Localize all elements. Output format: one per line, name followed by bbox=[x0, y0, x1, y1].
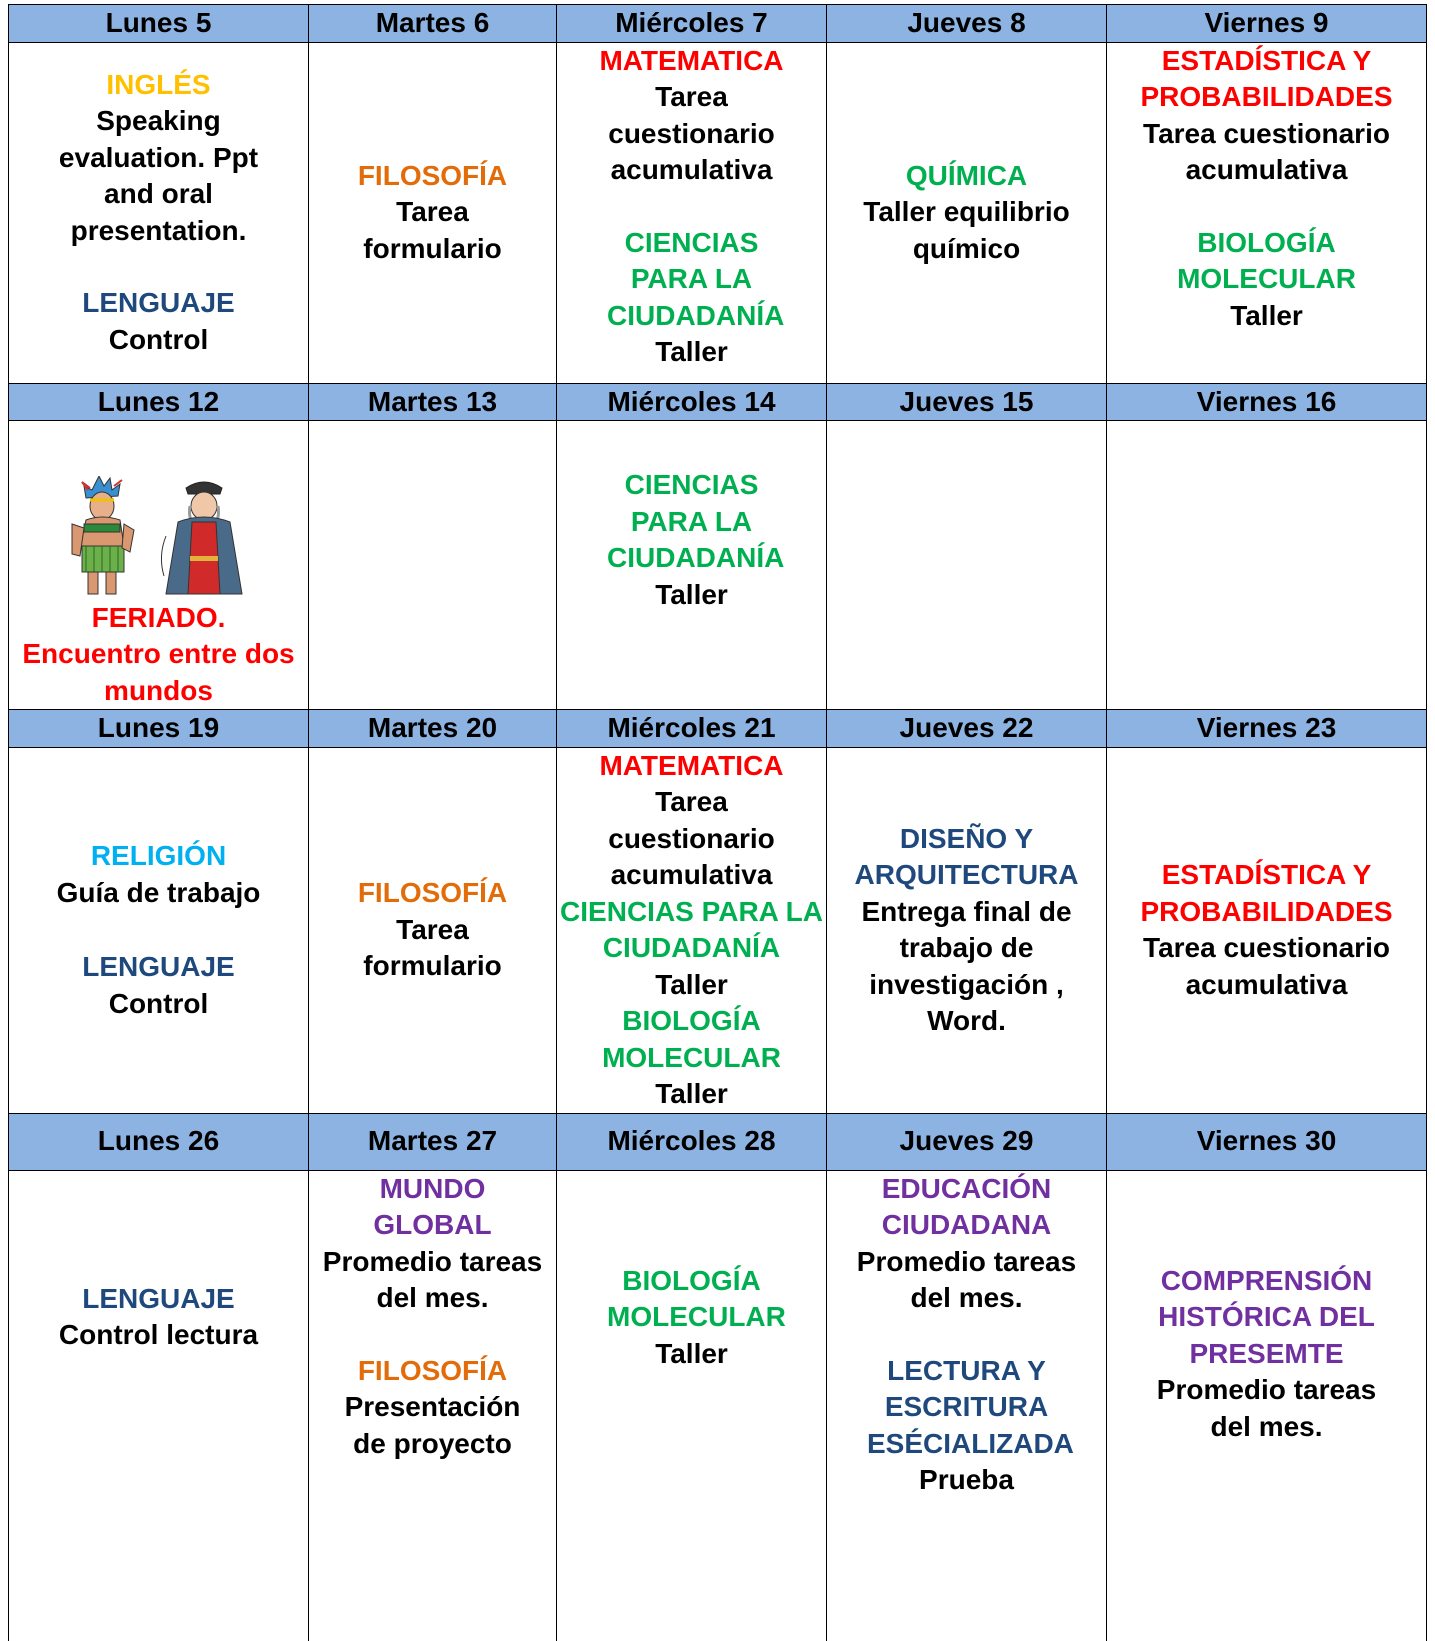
task-description: Prueba bbox=[919, 1464, 1014, 1495]
task-description: Tarea cuestionario acumulativa bbox=[1143, 932, 1390, 1000]
day-cell bbox=[1107, 42, 1427, 383]
task-description: Taller bbox=[655, 578, 728, 610]
subject-label: CIENCIAS PARA LA CIUDADANÍA bbox=[560, 895, 823, 963]
day-header: Miércoles 7 bbox=[557, 5, 827, 43]
task-description: Taller bbox=[655, 1078, 728, 1109]
subject-label: FILOSOFÍA bbox=[357, 877, 508, 909]
subject-label: RELIGIÓN bbox=[90, 840, 227, 871]
subject-label: BIOLOGÍA MOLECULAR bbox=[602, 1005, 781, 1073]
day-header: Martes 20 bbox=[309, 710, 557, 748]
day-cell bbox=[827, 747, 1107, 1113]
day-cell bbox=[9, 747, 309, 1113]
task-description: Guía de trabajo bbox=[56, 876, 261, 908]
subject-label: MATEMATICA bbox=[599, 44, 784, 76]
day-header: Lunes 5 bbox=[9, 5, 309, 43]
day-header: Martes 13 bbox=[309, 383, 557, 421]
subject-label: LENGUAJE bbox=[82, 287, 235, 319]
day-header: Lunes 12 bbox=[9, 383, 309, 421]
task-description: Promedio tareas del mes. bbox=[856, 1245, 1077, 1313]
day-header: Viernes 23 bbox=[1107, 710, 1427, 748]
task-description: Taller bbox=[655, 968, 728, 1000]
day-cell bbox=[9, 1170, 309, 1641]
day-header: Viernes 16 bbox=[1107, 383, 1427, 421]
monthly-calendar bbox=[8, 4, 1427, 1641]
week-4-header-row bbox=[9, 1113, 1427, 1170]
holiday-label: FERIADO. bbox=[91, 601, 226, 633]
day-header: Jueves 22 bbox=[827, 710, 1107, 748]
subject-label: LENGUAJE bbox=[82, 951, 235, 982]
subject-label: MUNDO GLOBAL bbox=[373, 1172, 492, 1240]
holiday-description: Encuentro entre dos mundos bbox=[22, 638, 295, 706]
day-header: Miércoles 14 bbox=[557, 383, 827, 421]
day-header: Martes 6 bbox=[309, 5, 557, 43]
day-cell bbox=[557, 1170, 827, 1641]
day-cell bbox=[9, 421, 309, 710]
holiday-illustration-icon bbox=[64, 476, 254, 596]
task-description: Control lectura bbox=[58, 1319, 259, 1350]
task-description: Control bbox=[108, 987, 209, 1019]
subject-label: BIOLOGÍA MOLECULAR bbox=[1177, 226, 1356, 294]
task-description: Taller equilibrio químico bbox=[863, 196, 1070, 264]
subject-label: LECTURA Y ESCRITURA ESÉCIALIZADA bbox=[867, 1354, 1074, 1459]
day-cell bbox=[1107, 421, 1427, 710]
day-header: Martes 27 bbox=[309, 1113, 557, 1170]
task-description: Taller bbox=[1230, 299, 1303, 331]
week-2-header-row bbox=[9, 383, 1427, 421]
subject-label: FILOSOFÍA bbox=[357, 159, 508, 191]
task-description: Taller bbox=[655, 1337, 728, 1369]
task-description: Tarea cuestionario acumulativa bbox=[608, 786, 775, 890]
day-header: Jueves 8 bbox=[827, 5, 1107, 43]
day-cell bbox=[827, 421, 1107, 710]
task-description: Tarea cuestionario acumulativa bbox=[608, 81, 775, 185]
task-description: Control bbox=[108, 323, 209, 355]
subject-label: ESTADÍSTICA Y PROBABILIDADES bbox=[1140, 859, 1393, 927]
day-cell bbox=[827, 42, 1107, 383]
day-header: Jueves 29 bbox=[827, 1113, 1107, 1170]
subject-label: BIOLOGÍA MOLECULAR bbox=[607, 1264, 786, 1332]
day-cell bbox=[1107, 1170, 1427, 1641]
day-cell bbox=[557, 421, 827, 710]
subject-label: MATEMATICA bbox=[599, 749, 784, 781]
day-cell bbox=[309, 1170, 557, 1641]
day-cell bbox=[9, 42, 309, 383]
day-cell bbox=[309, 421, 557, 710]
day-header: Miércoles 28 bbox=[557, 1113, 827, 1170]
task-description: Tarea formulario bbox=[363, 196, 502, 264]
task-description: Taller bbox=[655, 336, 728, 367]
day-header: Viernes 9 bbox=[1107, 5, 1427, 43]
task-description: Tarea formulario bbox=[363, 913, 502, 982]
subject-label: LENGUAJE bbox=[82, 1282, 235, 1314]
week-2-row bbox=[9, 421, 1427, 710]
task-description: Promedio tareas del mes. bbox=[322, 1245, 543, 1313]
day-cell bbox=[309, 42, 557, 383]
day-header: Viernes 30 bbox=[1107, 1113, 1427, 1170]
task-description: Promedio tareas del mes. bbox=[1156, 1374, 1377, 1442]
day-header: Jueves 15 bbox=[827, 383, 1107, 421]
week-3-header-row bbox=[9, 710, 1427, 748]
week-4-row bbox=[9, 1170, 1427, 1641]
subject-label: COMPRENSIÓN HISTÓRICA DEL PRESEMTE bbox=[1158, 1264, 1375, 1369]
subject-label: EDUCACIÓN CIUDADANA bbox=[881, 1172, 1052, 1240]
day-header: Miércoles 21 bbox=[557, 710, 827, 748]
day-cell bbox=[557, 42, 827, 383]
week-1-row bbox=[9, 42, 1427, 383]
task-description: Entrega final de trabajo de investigación , Word. bbox=[861, 895, 1072, 1036]
subject-label: QUÍMICA bbox=[905, 159, 1028, 191]
day-header: Lunes 26 bbox=[9, 1113, 309, 1170]
day-cell bbox=[557, 747, 827, 1113]
day-cell bbox=[309, 747, 557, 1113]
day-header: Lunes 19 bbox=[9, 710, 309, 748]
task-description: Tarea cuestionario acumulativa bbox=[1143, 117, 1390, 185]
subject-label: ESTADÍSTICA Y PROBABILIDADES bbox=[1140, 44, 1393, 112]
day-cell bbox=[827, 1170, 1107, 1641]
task-description: Speaking evaluation. Ppt and oral presentation. bbox=[58, 105, 259, 246]
week-1-header-row bbox=[9, 5, 1427, 43]
subject-label: CIENCIAS PARA LA CIUDADANÍA bbox=[607, 226, 785, 331]
day-cell bbox=[1107, 747, 1427, 1113]
task-description: Presentación de proyecto bbox=[344, 1391, 521, 1459]
subject-label: INGLÉS bbox=[106, 68, 211, 100]
week-3-row bbox=[9, 747, 1427, 1113]
subject-label: DISEÑO Y ARQUITECTURA bbox=[854, 822, 1079, 890]
subject-label: FILOSOFÍA bbox=[357, 1354, 508, 1386]
subject-label: CIENCIAS PARA LA CIUDADANÍA bbox=[607, 469, 785, 573]
